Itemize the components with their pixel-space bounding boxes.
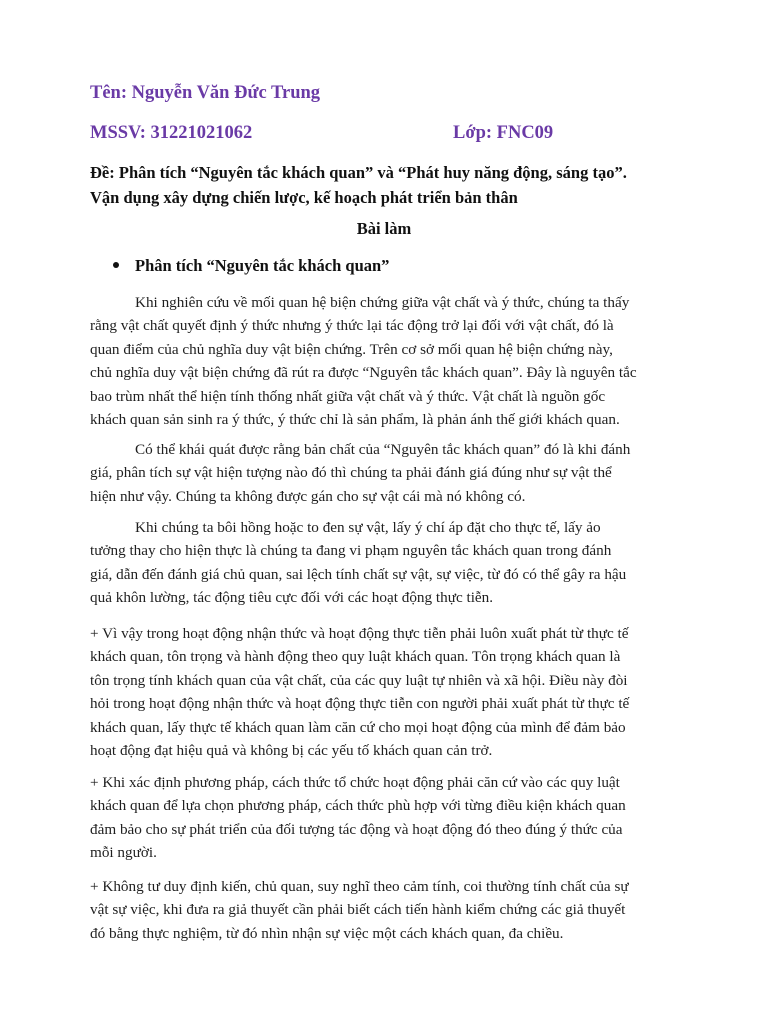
text-line: + Khi xác định phương pháp, cách thức tổ chức hoạt động phải căn cứ vào các quy luật: [90, 774, 620, 791]
student-id: MSSV: 31221021062: [90, 123, 253, 143]
text-line: tôn trọng tính khách quan của vật chất, của các quy luật tự nhiên và xã hội. Điều này đòi: [90, 671, 628, 689]
text-line: giá, phân tích sự vật hiện tượng nào đó thì chúng ta phải đánh giá đúng như sự vật thể: [90, 464, 612, 482]
text-line: tưởng thay cho hiện thực là chúng ta đang vi phạm nguyên tắc khách quan trong đánh: [90, 542, 612, 560]
text-line: + Vì vậy trong hoạt động nhận thức và hoạt động thực tiễn phải luôn xuất phát từ thực tế: [90, 625, 629, 642]
text-line: Khi nghiên cứu về mối quan hệ biện chứng giữa vật chất và ý thức, chúng ta thấy: [135, 294, 630, 311]
bullet-heading: [113, 256, 389, 276]
class-code: Lớp: FNC09: [453, 123, 554, 143]
text-line: đó bằng thực nghiệm, từ đó nhìn nhận sự việc một cách khách quan, đa chiều.: [90, 924, 564, 942]
text-line: khách quan, lấy thực tế khách quan làm căn cứ cho mọi hoạt động của mình để đảm bảo: [90, 718, 626, 736]
text-line: giá, dẫn đến đánh giá chủ quan, sai lệch tính chất sự vật, sự việc, từ đó có thể gây ra hậu: [90, 565, 627, 583]
text-line: vật sự việc, khi đưa ra giả thuyết cần phải biết cách tiến hành kiểm chứng các giả thuyết: [90, 901, 626, 919]
text-line: hỏi trong hoạt động nhận thức và hoạt động thực tiễn con người phải xuất phát từ thực tế: [90, 695, 630, 713]
text-line: hoạt động đạt hiệu quả và không bị các yếu tố khách quan cản trở.: [90, 742, 493, 760]
paragraph-3: [90, 516, 690, 610]
text-line: bao trùm nhất thể hiện tính thống nhất giữa vật chất và ý thức. Vật chất là nguồn gốc: [90, 387, 606, 405]
text-line: Khi chúng ta bôi hồng hoặc to đen sự vật, lấy ý chí áp đặt cho thực tế, lấy ảo: [135, 519, 601, 536]
text-line: khách quan để lựa chọn phương pháp, cách thức phù hợp với từng điều kiện khách quan: [90, 797, 626, 815]
text-line: chủ nghĩa duy vật biện chứng đã rút ra được “Nguyên tắc khách quan”. Đây là nguyên tắc: [90, 364, 637, 382]
text-line: mỗi người.: [90, 844, 157, 862]
paragraph-6: [90, 875, 690, 945]
text-line: khách quan, tôn trọng và hành động theo quy luật khách quan. Tôn trọng khách quan là: [90, 648, 621, 666]
paragraph-4: [90, 622, 690, 762]
student-name: Tên: Nguyễn Văn Đức Trung: [90, 83, 321, 103]
text-line: đảm bảo cho sự phát triển của đối tượng tác động và hoạt động đó theo đúng ý thức của: [90, 820, 623, 838]
text-line: quan điểm của chủ nghĩa duy vật biện chứng. Trên cơ sở mối quan hệ biện chứng này,: [90, 340, 613, 358]
text-line: Có thể khái quát được rằng bản chất của “Nguyên tắc khách quan” đó là khi đánh: [135, 441, 631, 458]
text-line: + Không tư duy định kiến, chủ quan, suy nghĩ theo cảm tính, coi thường tính chất của sự: [90, 878, 629, 895]
paragraph-2: [90, 438, 690, 508]
text-line: hiện như vậy. Chúng ta không được gán cho sự vật cái mà nó không có.: [90, 487, 526, 505]
text-line: rằng vật chất quyết định ý thức nhưng ý thức lại tác động trở lại đối với vật chất, đó là: [90, 317, 614, 335]
paragraph-1: [90, 291, 690, 431]
text-line: khách quan sản sinh ra ý thức, ý thức chỉ là sản phẩm, là phản ánh thế giới khách quan.: [90, 411, 620, 429]
text-line: quả khôn lường, tác động tiêu cực đối với các hoạt động thực tiễn.: [90, 589, 494, 607]
topic-line: Đề: Phân tích “Nguyên tắc khách quan” và “Phát huy năng động, sáng tạo”.: [90, 163, 627, 182]
bullet-dot-icon: [113, 262, 119, 268]
paragraph-5: [90, 771, 690, 865]
topic-line: Vận dụng xây dựng chiến lược, kế hoạch phát triển bản thân: [90, 188, 518, 207]
assignment-topic: [90, 160, 690, 210]
bullet-heading-text: Phân tích “Nguyên tắc khách quan”: [135, 256, 390, 275]
section-title: Bài làm: [356, 219, 412, 238]
